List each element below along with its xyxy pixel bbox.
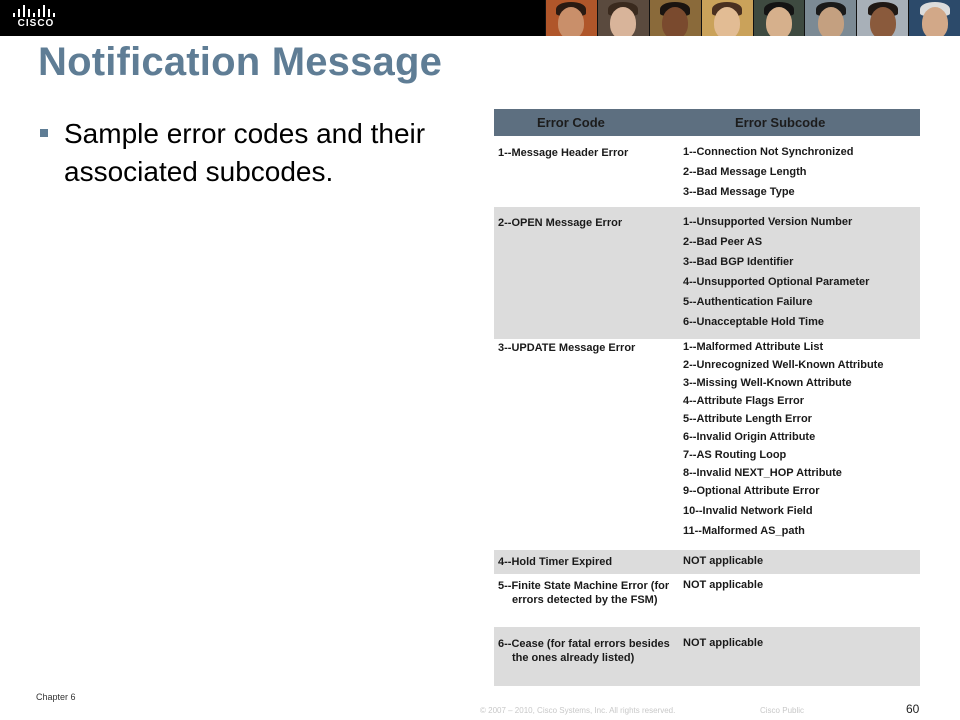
error-subcode: 6--Invalid Origin Attribute	[683, 431, 816, 443]
page-number: 60	[906, 702, 920, 716]
classification-label: Cisco Public	[760, 706, 805, 715]
error-code: 1--Message Header Error	[498, 147, 629, 159]
error-code: 2--OPEN Message Error	[498, 217, 623, 229]
error-subcode: 3--Missing Well-Known Attribute	[683, 377, 852, 389]
error-subcode: 6--Unacceptable Hold Time	[683, 316, 824, 328]
person-photo	[856, 0, 908, 36]
error-subcode: 9--Optional Attribute Error	[683, 485, 820, 497]
logo-wordmark: CISCO	[17, 18, 55, 29]
error-subcode: 5--Attribute Length Error	[683, 413, 812, 425]
column-header-error-code: Error Code	[537, 115, 605, 130]
error-subcode: 1--Connection Not Synchronized	[683, 146, 854, 158]
error-code: 6--Cease (for fatal errors besides the ones already listed)	[498, 638, 670, 664]
error-subcode: NOT applicable	[683, 555, 764, 567]
slide-title: Notification Message	[38, 40, 443, 84]
bullet-text: Sample error codes and their associated subcodes.	[64, 118, 426, 187]
table-header	[494, 109, 920, 136]
table-row	[494, 207, 920, 339]
error-subcode: 3--Bad BGP Identifier	[683, 256, 794, 268]
cisco-logo	[12, 4, 60, 32]
error-subcode: 2--Bad Message Length	[683, 166, 807, 178]
error-code: 5--Finite State Machine Error (for errors detected by the FSM)	[498, 580, 670, 606]
error-subcode: 8--Invalid NEXT_HOP Attribute	[683, 467, 842, 479]
error-subcode: NOT applicable	[683, 637, 764, 649]
bullet-square-icon	[40, 129, 48, 137]
header-bar	[0, 0, 960, 36]
table-row	[494, 627, 920, 686]
error-subcode: 1--Malformed Attribute List	[683, 341, 824, 353]
error-subcode: 10--Invalid Network Field	[683, 505, 813, 517]
bullet-point	[40, 115, 460, 191]
person-photo	[701, 0, 753, 36]
person-photo	[804, 0, 856, 36]
error-subcode: 7--AS Routing Loop	[683, 449, 787, 461]
error-subcode: 1--Unsupported Version Number	[683, 216, 853, 228]
copyright-text: © 2007 – 2010, Cisco Systems, Inc. All rights reserved.	[480, 706, 676, 715]
error-subcode: 3--Bad Message Type	[683, 186, 795, 198]
error-subcode: NOT applicable	[683, 579, 764, 591]
error-subcode: 11--Malformed AS_path	[683, 525, 805, 537]
column-header-error-subcode: Error Subcode	[735, 115, 826, 130]
cisco-bars-icon	[13, 4, 59, 17]
person-photo	[753, 0, 805, 36]
person-photo	[908, 0, 960, 36]
person-photo	[597, 0, 649, 36]
error-subcode: 5--Authentication Failure	[683, 296, 813, 308]
error-code: 4--Hold Timer Expired	[498, 556, 613, 568]
table-row	[494, 136, 920, 207]
chapter-label: Chapter 6	[36, 692, 76, 702]
table-row	[494, 550, 920, 574]
table-row	[494, 339, 920, 550]
table-row	[494, 574, 920, 627]
error-code-table	[494, 109, 920, 686]
error-subcode: 2--Unrecognized Well-Known Attribute	[683, 359, 884, 371]
error-subcode: 4--Unsupported Optional Parameter	[683, 276, 870, 288]
photo-strip	[545, 0, 960, 36]
person-photo	[545, 0, 597, 36]
error-subcode: 2--Bad Peer AS	[683, 236, 763, 248]
error-subcode: 4--Attribute Flags Error	[683, 395, 805, 407]
error-code: 3--UPDATE Message Error	[498, 342, 636, 354]
person-photo	[649, 0, 701, 36]
